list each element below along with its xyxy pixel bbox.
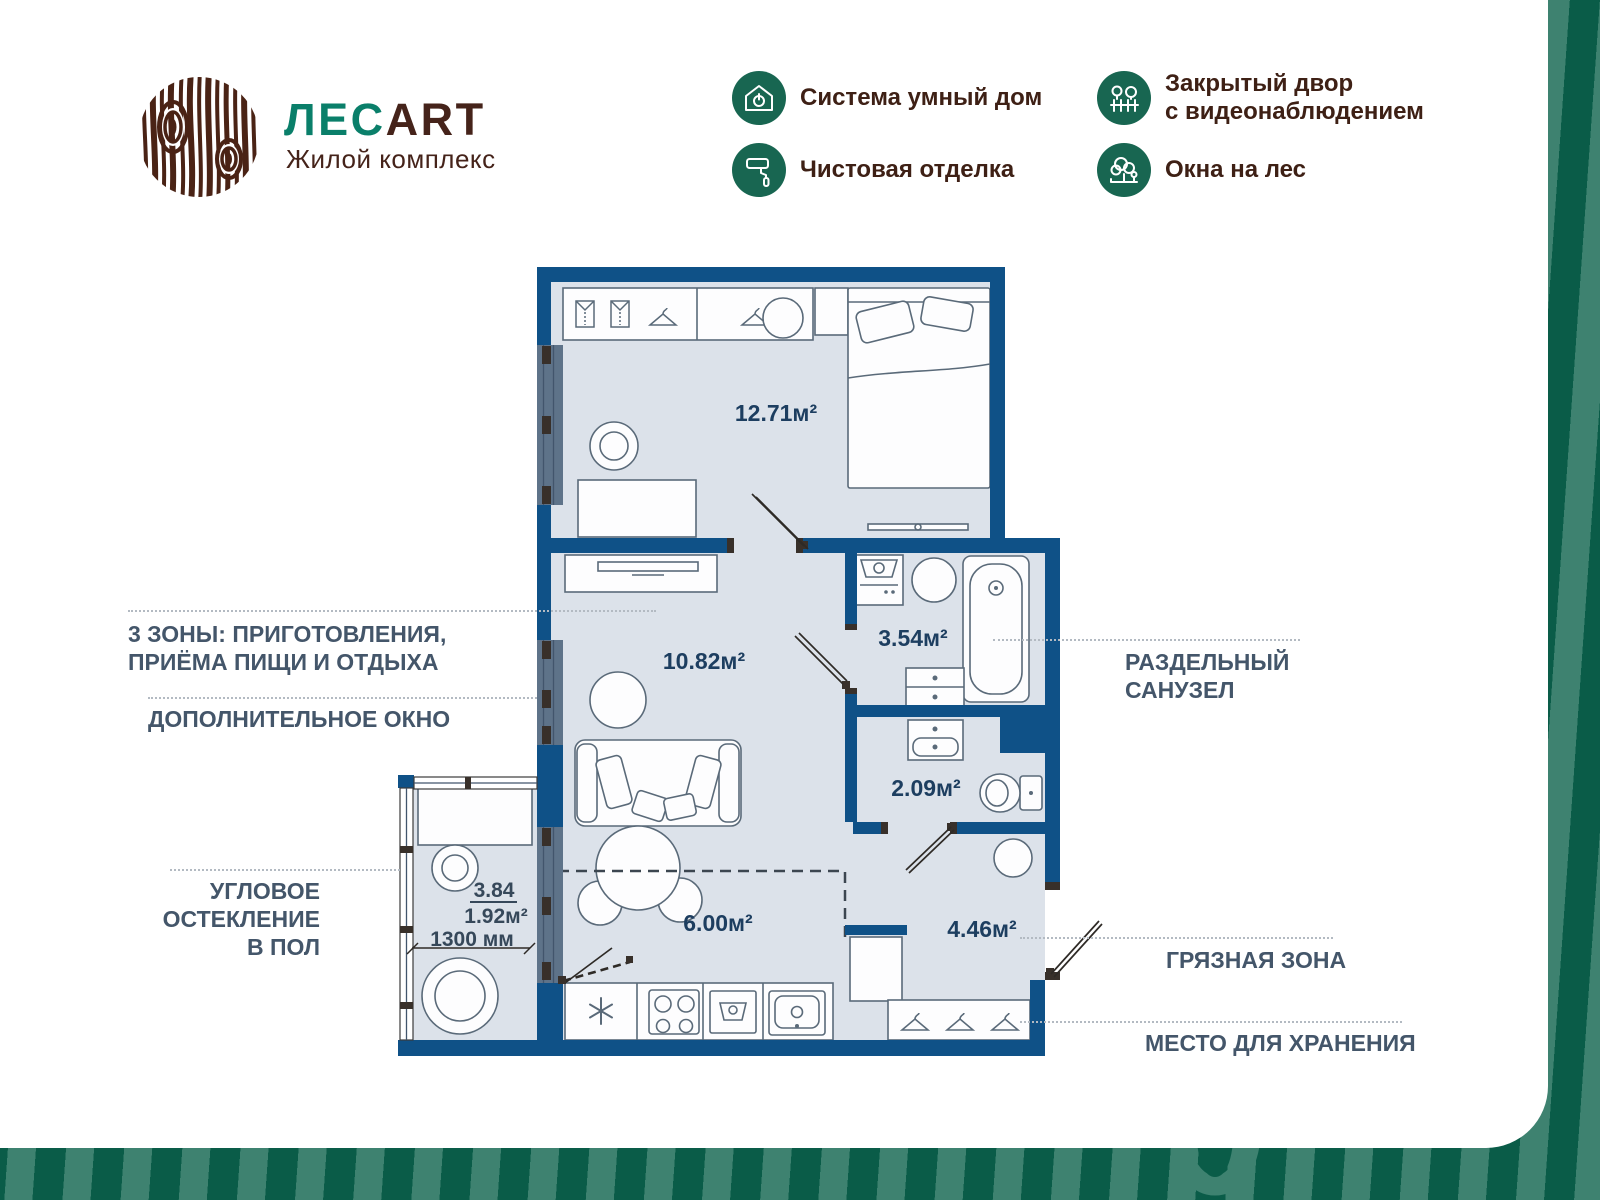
callout-extra-window: ДОПОЛНИТЕЛЬНОЕ ОКНО	[148, 706, 451, 732]
callout-corner-glazing-line1: УГЛОВОЕ	[209, 878, 320, 904]
feature-forest-windows	[1097, 143, 1306, 197]
feature-finishing-label: Чистовая отделка	[800, 156, 1015, 183]
feature-finishing	[732, 143, 1014, 197]
balcony-desk	[418, 788, 532, 845]
balcony-chair	[432, 845, 478, 891]
callout-separate-bathroom-line2: САНУЗЕЛ	[1125, 677, 1235, 703]
callout-three-zones-line2: ПРИЁМА ПИЩИ И ОТДЫХА	[128, 649, 439, 675]
entry-door	[1051, 921, 1102, 977]
callout-separate-bathroom-line1: РАЗДЕЛЬНЫЙ	[1125, 649, 1290, 675]
ottoman	[590, 672, 646, 728]
bathroom-area-label: 3.54м²	[878, 625, 948, 651]
tv-console	[565, 555, 717, 592]
forest-window-icon	[1097, 143, 1151, 197]
callout-three-zones	[128, 620, 446, 676]
toilet-area-label: 2.09м²	[891, 775, 961, 801]
leader-storage	[1020, 1021, 1402, 1023]
bedroom-area-label: 12.71м²	[734, 400, 818, 426]
window-living-upper	[537, 640, 563, 745]
double-bed	[848, 288, 990, 488]
callout-separate-bathroom	[1125, 648, 1289, 704]
hall-pouf	[994, 839, 1032, 877]
window-living-lower	[537, 827, 563, 983]
bedroom-pouf	[763, 298, 803, 338]
feature-closed-yard-line1: Закрытый двор	[1165, 70, 1354, 97]
bathroom-cabinet	[906, 668, 964, 706]
leader-dirty-zone	[1020, 937, 1333, 939]
callout-corner-glazing-line2: ОСТЕКЛЕНИЕ	[162, 906, 320, 932]
balcony-width-label: 1300 мм	[430, 928, 514, 951]
callout-three-zones-line1: 3 ЗОНЫ: ПРИГОТОВЛЕНИЯ,	[128, 621, 447, 647]
bedside-shelf	[815, 288, 848, 335]
round-basin	[912, 558, 956, 602]
brand-name	[284, 94, 486, 146]
callout-corner-glazing-line3: В ПОЛ	[247, 934, 320, 960]
balcony-area-full-label: 3.84	[473, 879, 515, 902]
washing-machine	[855, 555, 903, 605]
leader-zones	[128, 610, 656, 612]
closed-yard-icon	[1097, 71, 1151, 125]
sofa	[575, 740, 741, 826]
feature-smart-home	[732, 71, 1042, 125]
wood-grain-logo-icon	[137, 75, 261, 199]
leader-separate-bathroom	[993, 639, 1300, 641]
smart-home-icon	[732, 71, 786, 125]
window-bedroom	[537, 345, 563, 505]
bathtub	[963, 556, 1029, 702]
feature-closed-yard-line2: с видеонаблюдением	[1165, 98, 1424, 125]
stripe-grain-arch	[1150, 1148, 1350, 1200]
kitchen-counter	[565, 983, 833, 1040]
leader-corner-glazing	[170, 869, 400, 871]
balcony-area-reduced-label: 1.92м²	[464, 905, 528, 928]
brand-name-art: ART	[385, 94, 486, 145]
kitchen-area-label: 6.00м²	[683, 910, 753, 936]
callout-corner-glazing	[130, 877, 320, 961]
hallway-area-label: 4.46м²	[947, 916, 1017, 942]
callout-dirty-zone: ГРЯЗНАЯ ЗОНА	[1166, 947, 1347, 973]
desk-chair	[590, 422, 638, 470]
living-area-label: 10.82м²	[662, 648, 746, 674]
brand-name-les: ЛЕС	[284, 94, 386, 145]
wc-vanity	[908, 720, 963, 760]
storage-unit	[888, 1000, 1030, 1040]
lesart-logo	[137, 75, 261, 199]
brand-subtitle: Жилой комплекс	[286, 144, 496, 174]
feature-forest-windows-label: Окна на лес	[1165, 156, 1307, 183]
balcony-lounge-chair	[422, 958, 498, 1034]
hall-closet	[850, 937, 902, 1001]
paint-roller-icon	[732, 143, 786, 197]
feature-smart-home-label: Система умный дом	[800, 84, 1043, 111]
leader-extra-window	[148, 697, 537, 699]
callout-storage: МЕСТО ДЛЯ ХРАНЕНИЯ	[1145, 1030, 1416, 1056]
floor-plan	[390, 258, 1110, 1058]
toilet	[980, 774, 1042, 812]
feature-closed-yard-label	[1165, 70, 1424, 126]
feature-closed-yard	[1097, 70, 1424, 126]
bed-bench	[868, 524, 968, 530]
